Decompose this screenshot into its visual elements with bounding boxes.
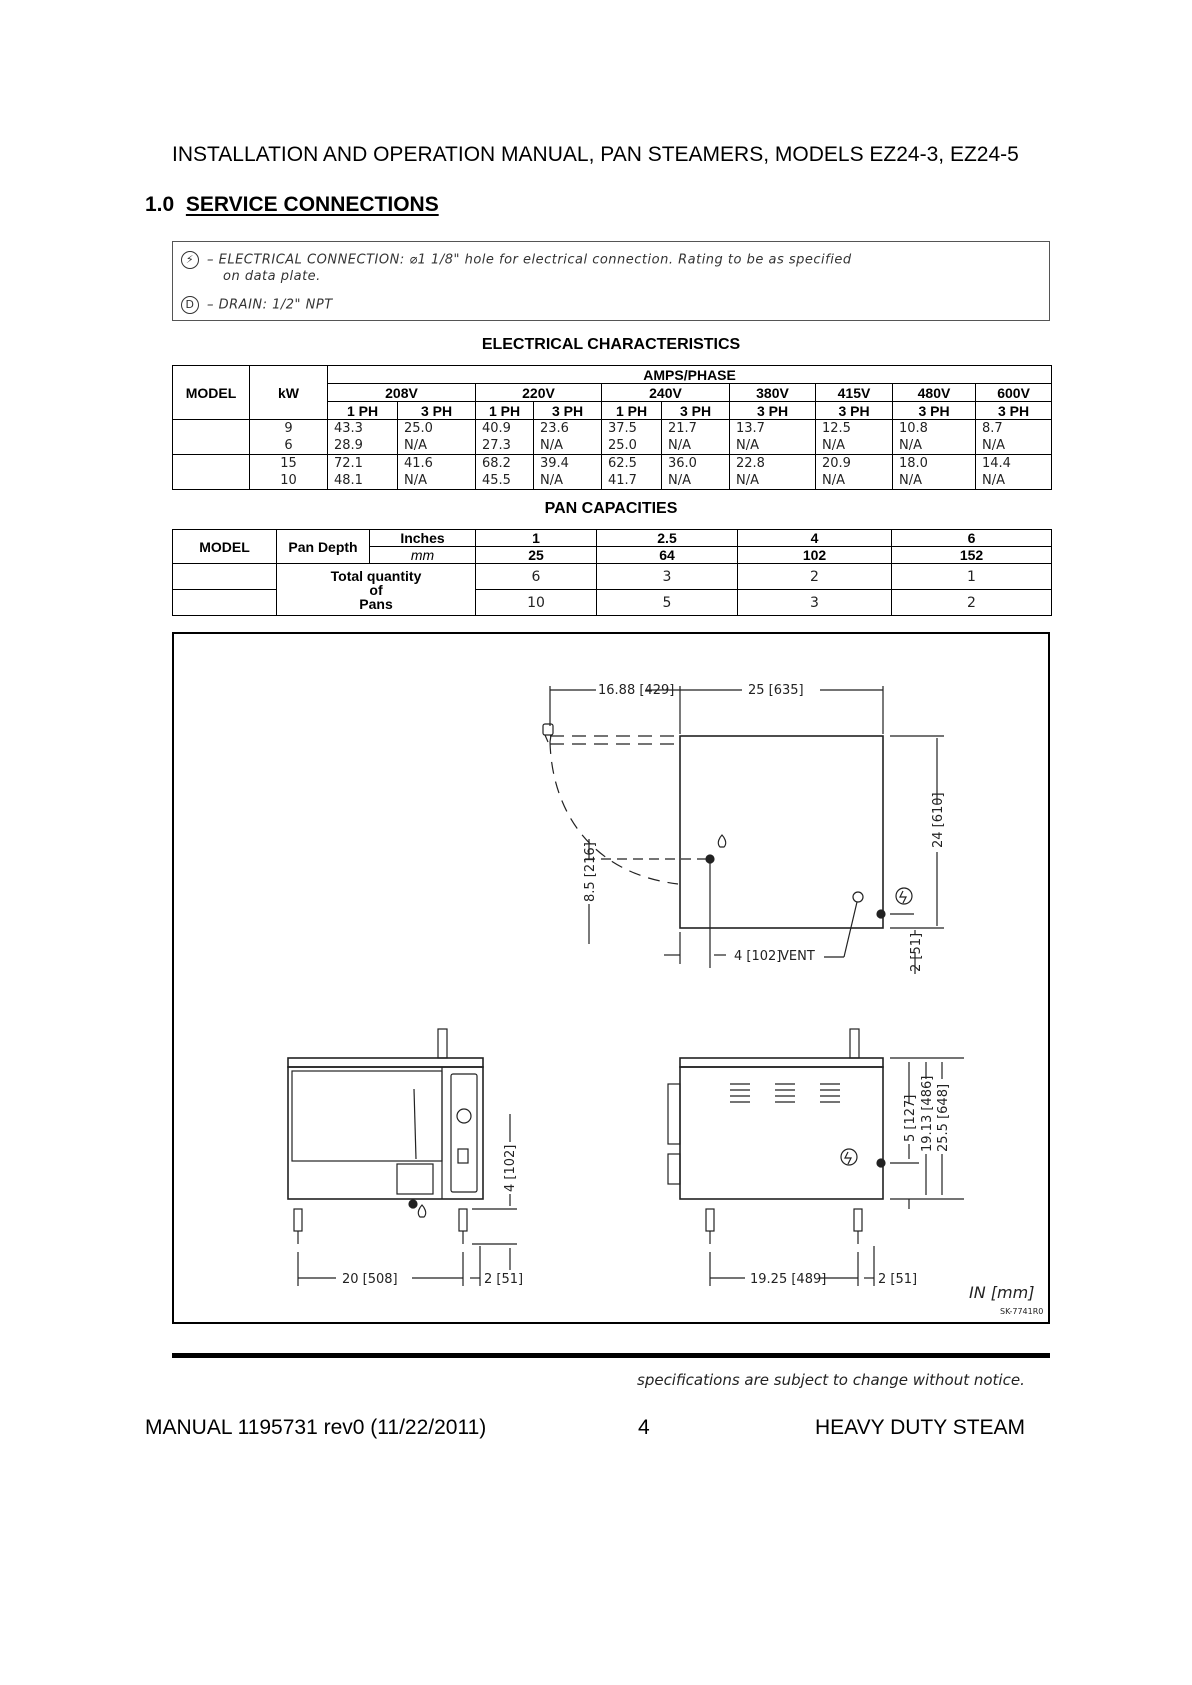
col-kw: kW bbox=[250, 366, 328, 420]
col-model: MODEL bbox=[173, 366, 250, 420]
amps-cell: 22.8 bbox=[730, 455, 816, 473]
amps-cell: 12.5 bbox=[816, 420, 893, 438]
note-electrical bbox=[181, 251, 852, 269]
vent-label: VENT bbox=[780, 949, 815, 964]
amps-cell: 41.6 bbox=[398, 455, 476, 473]
amps-cell: 62.5 bbox=[602, 455, 662, 473]
amps-cell: N/A bbox=[534, 437, 602, 455]
drain-point bbox=[706, 855, 714, 863]
voltage-header: 208V bbox=[328, 384, 476, 402]
front-view-door bbox=[292, 1071, 442, 1161]
side-view-body bbox=[680, 1067, 883, 1199]
phase-header: 3 PH bbox=[534, 402, 602, 420]
dim-leg-front: 4 [102] bbox=[503, 1144, 518, 1192]
amps-cell: N/A bbox=[816, 437, 893, 455]
amps-cell: 28.9 bbox=[328, 437, 398, 455]
amps-cell: 41.7 bbox=[602, 472, 662, 490]
dim-drain-y: 8.5 [216] bbox=[583, 842, 598, 902]
front-vent-stack bbox=[438, 1029, 447, 1058]
dim-width: 25 [635] bbox=[748, 683, 804, 698]
dim-electrical: 2 [51] bbox=[909, 932, 924, 972]
door-swing-arc bbox=[550, 742, 678, 884]
dim-height-19: 19.13 [486] bbox=[920, 1075, 935, 1152]
phase-header: 3 PH bbox=[730, 402, 816, 420]
pan-model-cell bbox=[173, 564, 277, 590]
depth-mm: 64 bbox=[597, 547, 738, 564]
page-number: 4 bbox=[638, 1416, 650, 1439]
louvers bbox=[730, 1084, 840, 1102]
kw-cell: 10 bbox=[250, 472, 328, 490]
total-quantity-label bbox=[277, 564, 476, 616]
section-number: 1.0 bbox=[145, 193, 175, 216]
amps-cell: 36.0 bbox=[662, 455, 730, 473]
electrical-title: ELECTRICAL CHARACTERISTICS bbox=[481, 336, 741, 353]
amps-cell: 25.0 bbox=[602, 437, 662, 455]
phase-header: 1 PH bbox=[602, 402, 662, 420]
pan-qty: 3 bbox=[597, 564, 738, 590]
units-label: IN [mm] bbox=[969, 1283, 1035, 1302]
drain-icon: D bbox=[181, 296, 199, 314]
section-title: SERVICE CONNECTIONS bbox=[185, 193, 439, 216]
inches-label: Inches bbox=[370, 530, 476, 547]
amps-cell: 20.9 bbox=[816, 455, 893, 473]
vent-point bbox=[853, 892, 863, 902]
pan-qty: 6 bbox=[476, 564, 597, 590]
note-electrical-line2: on data plate. bbox=[223, 269, 321, 284]
amps-cell: 37.5 bbox=[602, 420, 662, 438]
side-vent-stack bbox=[850, 1029, 859, 1058]
pan-qty: 10 bbox=[476, 590, 597, 616]
electrical-table bbox=[172, 365, 1052, 490]
dim-height-25: 25.5 [648] bbox=[936, 1083, 951, 1152]
amps-cell: 43.3 bbox=[328, 420, 398, 438]
pan-qty: 2 bbox=[892, 590, 1052, 616]
amps-cell: 10.8 bbox=[893, 420, 976, 438]
note-electrical-text: – ELECTRICAL CONNECTION: ⌀1 1/8" hole for electrical connection. Rating to be as specified bbox=[207, 252, 852, 268]
dim-side-side: 2 [51] bbox=[878, 1272, 918, 1287]
col-model: MODEL bbox=[173, 530, 277, 564]
kw-cell: 15 bbox=[250, 455, 328, 473]
drawing-svg bbox=[174, 634, 1048, 1322]
amps-cell: 13.7 bbox=[730, 420, 816, 438]
dim-front-width: 20 [508] bbox=[342, 1272, 398, 1287]
note-drain bbox=[181, 296, 333, 314]
amps-cell: 68.2 bbox=[476, 455, 534, 473]
depth-mm: 102 bbox=[738, 547, 892, 564]
amps-cell: N/A bbox=[976, 437, 1052, 455]
pan-qty: 2 bbox=[738, 564, 892, 590]
table-row bbox=[173, 437, 1052, 455]
qty-label-line: Total quantity bbox=[330, 567, 422, 584]
connection-notes bbox=[172, 241, 1050, 321]
amps-cell: N/A bbox=[662, 472, 730, 490]
control-knob bbox=[457, 1109, 471, 1123]
page-header: INSTALLATION AND OPERATION MANUAL, PAN STEAMERS, MODELS EZ24-3, EZ24-5 bbox=[172, 143, 1019, 166]
amps-cell: 14.4 bbox=[976, 455, 1052, 473]
model-cell bbox=[173, 420, 250, 455]
table-row bbox=[173, 472, 1052, 490]
amps-cell: 25.0 bbox=[398, 420, 476, 438]
dim-drain-x: 4 [102] bbox=[734, 949, 782, 964]
amps-cell: N/A bbox=[893, 437, 976, 455]
amps-cell: 40.9 bbox=[476, 420, 534, 438]
qty-label-line: Pans bbox=[359, 595, 393, 612]
amps-cell: 27.3 bbox=[476, 437, 534, 455]
footer-rule bbox=[172, 1353, 1050, 1358]
dim-front-side: 2 [51] bbox=[484, 1272, 524, 1287]
phase-header: 3 PH bbox=[976, 402, 1052, 420]
depth-mm: 152 bbox=[892, 547, 1052, 564]
electrical-point bbox=[877, 910, 885, 918]
pan-capacities-title: PAN CAPACITIES bbox=[544, 500, 678, 517]
voltage-header: 220V bbox=[476, 384, 602, 402]
dimension-drawing bbox=[172, 632, 1050, 1324]
drawing-number: SK-7741R0 bbox=[1000, 1307, 1044, 1316]
amps-cell: N/A bbox=[976, 472, 1052, 490]
depth-inches: 6 bbox=[892, 530, 1052, 547]
pan-depth-label: Pan Depth bbox=[277, 530, 370, 564]
pan-capacities-table bbox=[172, 529, 1052, 616]
dim-height-5: 5 [127] bbox=[903, 1094, 918, 1142]
amps-cell: 18.0 bbox=[893, 455, 976, 473]
electrical-connection-icon: ⚡ bbox=[181, 251, 199, 269]
amps-cell: N/A bbox=[662, 437, 730, 455]
amps-cell: 39.4 bbox=[534, 455, 602, 473]
phase-header: 3 PH bbox=[398, 402, 476, 420]
pan-model-cell bbox=[173, 590, 277, 616]
amps-cell: N/A bbox=[398, 437, 476, 455]
front-view-top bbox=[288, 1058, 483, 1067]
amps-cell: N/A bbox=[534, 472, 602, 490]
phase-header: 1 PH bbox=[476, 402, 534, 420]
footer-manual: MANUAL 1195731 rev0 (11/22/2011) bbox=[145, 1416, 487, 1439]
amps-phase-header: AMPS/PHASE bbox=[328, 366, 1052, 384]
amps-cell: N/A bbox=[893, 472, 976, 490]
side-view-top bbox=[680, 1058, 883, 1067]
connection-symbols bbox=[418, 835, 912, 1217]
amps-cell: N/A bbox=[398, 472, 476, 490]
voltage-header: 480V bbox=[893, 384, 976, 402]
pan-qty: 3 bbox=[738, 590, 892, 616]
voltage-header: 415V bbox=[816, 384, 893, 402]
amps-cell: 72.1 bbox=[328, 455, 398, 473]
footer-title: HEAVY DUTY STEAM bbox=[815, 1416, 1026, 1439]
dim-door-swing: 16.88 [429] bbox=[598, 683, 675, 698]
front-view-body bbox=[288, 1067, 483, 1199]
dim-side-width: 19.25 [489] bbox=[750, 1272, 827, 1287]
amps-cell: 45.5 bbox=[476, 472, 534, 490]
phase-header: 3 PH bbox=[893, 402, 976, 420]
model-cell bbox=[173, 455, 250, 490]
pan-qty: 5 bbox=[597, 590, 738, 616]
phase-header: 1 PH bbox=[328, 402, 398, 420]
phase-header: 3 PH bbox=[662, 402, 730, 420]
note-drain-text: – DRAIN: 1/2" NPT bbox=[207, 297, 333, 313]
voltage-header: 240V bbox=[602, 384, 730, 402]
amps-cell: N/A bbox=[730, 472, 816, 490]
kw-cell: 6 bbox=[250, 437, 328, 455]
phase-header: 3 PH bbox=[816, 402, 893, 420]
depth-inches: 1 bbox=[476, 530, 597, 547]
amps-cell: 21.7 bbox=[662, 420, 730, 438]
qty-label-line: of bbox=[369, 581, 383, 598]
table-row bbox=[173, 420, 1052, 438]
amps-cell: N/A bbox=[730, 437, 816, 455]
amps-cell: 48.1 bbox=[328, 472, 398, 490]
depth-mm: 25 bbox=[476, 547, 597, 564]
depth-inches: 4 bbox=[738, 530, 892, 547]
voltage-header: 600V bbox=[976, 384, 1052, 402]
mm-label: mm bbox=[370, 547, 476, 564]
section-heading bbox=[145, 193, 439, 217]
depth-inches: 2.5 bbox=[597, 530, 738, 547]
amps-cell: N/A bbox=[816, 472, 893, 490]
amps-cell: 23.6 bbox=[534, 420, 602, 438]
pan-qty: 1 bbox=[892, 564, 1052, 590]
table-row bbox=[173, 455, 1052, 473]
dim-depth: 24 [610] bbox=[931, 792, 946, 848]
amps-cell: 8.7 bbox=[976, 420, 1052, 438]
kw-cell: 9 bbox=[250, 420, 328, 438]
spec-note: specifications are subject to change without notice. bbox=[637, 1371, 1025, 1389]
voltage-header: 380V bbox=[730, 384, 816, 402]
